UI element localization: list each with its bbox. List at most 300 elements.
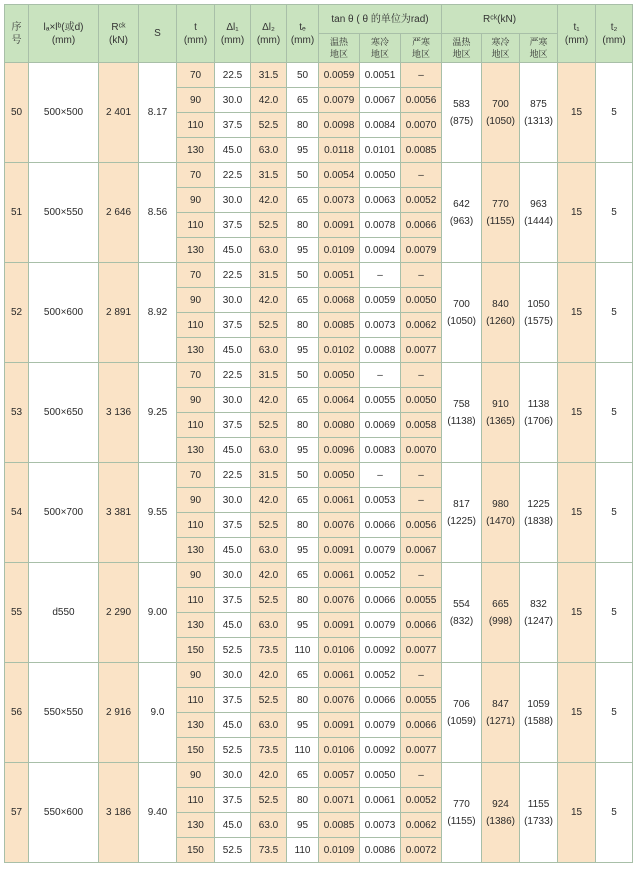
cell-delta-l2: 52.5	[251, 788, 287, 813]
cell-t2: 5	[596, 63, 633, 163]
cell-delta-l1: 52.5	[215, 738, 251, 763]
cell-te: 65	[287, 563, 319, 588]
cell-delta-l2: 52.5	[251, 213, 287, 238]
cell-tan-severe: 0.0067	[401, 538, 442, 563]
cell-tan-hot: 0.0109	[319, 838, 360, 863]
cell-tan-cold: 0.0067	[360, 88, 401, 113]
cell-rck-cold	[482, 663, 520, 763]
cell-rck-severe-text: 1059 (1588)	[524, 698, 553, 727]
cell-tan-hot: 0.0091	[319, 613, 360, 638]
cell-t2: 5	[596, 163, 633, 263]
cell-rck-hot	[442, 763, 482, 863]
cell-te: 95	[287, 138, 319, 163]
header-delta-l2: Δl₂ (mm)	[251, 5, 287, 63]
cell-tan-hot: 0.0076	[319, 588, 360, 613]
cell-te: 95	[287, 613, 319, 638]
cell-rck-hot-text: 554 (832)	[449, 598, 474, 627]
cell-te: 80	[287, 588, 319, 613]
cell-delta-l1: 37.5	[215, 688, 251, 713]
cell-delta-l2: 42.0	[251, 88, 287, 113]
cell-delta-l1: 45.0	[215, 538, 251, 563]
cell-tan-cold: 0.0051	[360, 63, 401, 88]
cell-rck-cold	[482, 363, 520, 463]
cell-rck-hot-text: 583 (875)	[449, 98, 474, 127]
cell-te: 50	[287, 163, 319, 188]
cell-rck-hot	[442, 563, 482, 663]
cell-delta-l2: 42.0	[251, 663, 287, 688]
cell-tan-severe: 0.0062	[401, 313, 442, 338]
cell-te: 80	[287, 413, 319, 438]
cell-rck: 2 646	[99, 163, 139, 263]
cell-tan-cold: 0.0063	[360, 188, 401, 213]
cell-delta-l2: 31.5	[251, 363, 287, 388]
cell-tan-severe: –	[401, 488, 442, 513]
cell-size: 500×600	[29, 263, 99, 363]
cell-t: 110	[177, 588, 215, 613]
cell-rck-cold-text: 770 (1155)	[486, 198, 515, 227]
cell-tan-hot: 0.0064	[319, 388, 360, 413]
header-s: S	[139, 5, 177, 63]
cell-delta-l1: 52.5	[215, 838, 251, 863]
cell-tan-hot: 0.0068	[319, 288, 360, 313]
cell-delta-l1: 45.0	[215, 338, 251, 363]
cell-size: 550×600	[29, 763, 99, 863]
cell-delta-l2: 42.0	[251, 288, 287, 313]
cell-delta-l1: 22.5	[215, 463, 251, 488]
cell-tan-cold: 0.0055	[360, 388, 401, 413]
cell-tan-hot: 0.0061	[319, 563, 360, 588]
cell-t: 90	[177, 563, 215, 588]
cell-delta-l1: 45.0	[215, 813, 251, 838]
cell-tan-cold: 0.0059	[360, 288, 401, 313]
table-row	[5, 563, 633, 588]
cell-delta-l2: 31.5	[251, 463, 287, 488]
cell-tan-hot: 0.0091	[319, 713, 360, 738]
cell-rck-severe-text: 1225 (1838)	[524, 498, 553, 527]
cell-tan-severe: 0.0066	[401, 613, 442, 638]
cell-te: 110	[287, 638, 319, 663]
cell-t: 110	[177, 313, 215, 338]
cell-te: 110	[287, 738, 319, 763]
cell-delta-l1: 37.5	[215, 113, 251, 138]
cell-te: 95	[287, 713, 319, 738]
cell-rck-severe	[520, 163, 558, 263]
cell-tan-cold: 0.0101	[360, 138, 401, 163]
cell-rck: 3 136	[99, 363, 139, 463]
cell-t: 130	[177, 238, 215, 263]
cell-t2: 5	[596, 363, 633, 463]
cell-tan-severe: 0.0056	[401, 88, 442, 113]
cell-tan-severe: 0.0050	[401, 388, 442, 413]
cell-size: d550	[29, 563, 99, 663]
cell-te: 65	[287, 288, 319, 313]
cell-tan-severe: 0.0066	[401, 713, 442, 738]
cell-t: 70	[177, 63, 215, 88]
cell-rck-cold-text: 665 (998)	[488, 598, 513, 627]
cell-delta-l1: 45.0	[215, 138, 251, 163]
cell-tan-cold: 0.0052	[360, 663, 401, 688]
cell-tan-hot: 0.0057	[319, 763, 360, 788]
cell-t1: 15	[558, 363, 596, 463]
header-rck-hot: 温热 地区	[442, 34, 482, 63]
header-row-1	[5, 5, 633, 34]
cell-rck-hot-text: 642 (963)	[449, 198, 474, 227]
table-row	[5, 363, 633, 388]
cell-t: 90	[177, 488, 215, 513]
header-tan-hot: 温热 地区	[319, 34, 360, 63]
cell-te: 65	[287, 763, 319, 788]
cell-rck-severe	[520, 263, 558, 363]
cell-s: 9.55	[139, 463, 177, 563]
cell-rck: 2 290	[99, 563, 139, 663]
cell-t1: 15	[558, 63, 596, 163]
cell-rck: 3 186	[99, 763, 139, 863]
cell-tan-cold: 0.0069	[360, 413, 401, 438]
cell-tan-cold: –	[360, 363, 401, 388]
cell-delta-l2: 42.0	[251, 763, 287, 788]
cell-rck-cold	[482, 163, 520, 263]
cell-tan-hot: 0.0073	[319, 188, 360, 213]
cell-rck-hot-text: 817 (1225)	[447, 498, 476, 527]
cell-tan-cold: 0.0050	[360, 163, 401, 188]
cell-te: 95	[287, 438, 319, 463]
cell-delta-l1: 37.5	[215, 213, 251, 238]
cell-delta-l2: 63.0	[251, 238, 287, 263]
cell-tan-hot: 0.0061	[319, 663, 360, 688]
header-rck-cold: 寒冷 地区	[482, 34, 520, 63]
cell-tan-cold: 0.0079	[360, 713, 401, 738]
cell-te: 50	[287, 63, 319, 88]
cell-t: 70	[177, 163, 215, 188]
cell-tan-hot: 0.0109	[319, 238, 360, 263]
cell-seq: 51	[5, 163, 29, 263]
cell-tan-severe: –	[401, 363, 442, 388]
bearing-spec-table	[4, 4, 633, 863]
header-seq: 序 号	[5, 5, 29, 63]
cell-t2: 5	[596, 663, 633, 763]
cell-delta-l1: 22.5	[215, 363, 251, 388]
cell-size: 500×550	[29, 163, 99, 263]
cell-tan-severe: –	[401, 663, 442, 688]
cell-rck-severe	[520, 563, 558, 663]
cell-tan-severe: 0.0050	[401, 288, 442, 313]
header-rck-regions: Rᶜᵏ(kN)	[442, 5, 558, 34]
cell-tan-hot: 0.0085	[319, 313, 360, 338]
cell-t: 70	[177, 463, 215, 488]
cell-seq: 57	[5, 763, 29, 863]
cell-te: 65	[287, 388, 319, 413]
cell-t2: 5	[596, 563, 633, 663]
cell-tan-severe: –	[401, 63, 442, 88]
cell-delta-l2: 31.5	[251, 63, 287, 88]
cell-t: 110	[177, 513, 215, 538]
cell-tan-hot: 0.0051	[319, 263, 360, 288]
cell-tan-severe: 0.0056	[401, 513, 442, 538]
cell-rck-cold-text: 847 (1271)	[486, 698, 515, 727]
cell-te: 95	[287, 813, 319, 838]
cell-tan-cold: 0.0083	[360, 438, 401, 463]
cell-delta-l2: 52.5	[251, 588, 287, 613]
cell-t1: 15	[558, 663, 596, 763]
cell-seq: 56	[5, 663, 29, 763]
cell-tan-cold: 0.0061	[360, 788, 401, 813]
cell-t: 90	[177, 388, 215, 413]
cell-te: 65	[287, 663, 319, 688]
cell-delta-l1: 45.0	[215, 613, 251, 638]
cell-tan-hot: 0.0076	[319, 513, 360, 538]
cell-delta-l2: 42.0	[251, 188, 287, 213]
cell-t: 90	[177, 288, 215, 313]
cell-t1: 15	[558, 263, 596, 363]
cell-size: 550×550	[29, 663, 99, 763]
cell-te: 95	[287, 538, 319, 563]
cell-delta-l1: 22.5	[215, 63, 251, 88]
cell-seq: 54	[5, 463, 29, 563]
cell-tan-cold: 0.0073	[360, 813, 401, 838]
cell-delta-l1: 30.0	[215, 188, 251, 213]
header-tan-severe: 严寒 地区	[401, 34, 442, 63]
cell-rck-severe-text: 832 (1247)	[524, 598, 553, 627]
cell-tan-hot: 0.0059	[319, 63, 360, 88]
cell-t: 130	[177, 438, 215, 463]
cell-tan-severe: –	[401, 463, 442, 488]
cell-rck-cold-text: 840 (1260)	[486, 298, 515, 327]
cell-tan-severe: 0.0055	[401, 688, 442, 713]
header-tan-cold: 寒冷 地区	[360, 34, 401, 63]
table-body	[5, 63, 633, 863]
cell-tan-severe: –	[401, 763, 442, 788]
cell-te: 80	[287, 213, 319, 238]
cell-tan-severe: 0.0070	[401, 438, 442, 463]
cell-delta-l1: 37.5	[215, 313, 251, 338]
cell-tan-severe: 0.0055	[401, 588, 442, 613]
cell-s: 9.25	[139, 363, 177, 463]
table-row	[5, 763, 633, 788]
cell-rck-severe	[520, 463, 558, 563]
cell-te: 80	[287, 513, 319, 538]
cell-tan-cold: 0.0086	[360, 838, 401, 863]
cell-delta-l2: 63.0	[251, 613, 287, 638]
cell-tan-cold: 0.0052	[360, 563, 401, 588]
cell-tan-cold: 0.0079	[360, 538, 401, 563]
cell-delta-l2: 63.0	[251, 338, 287, 363]
cell-te: 50	[287, 463, 319, 488]
cell-tan-hot: 0.0050	[319, 363, 360, 388]
cell-te: 65	[287, 488, 319, 513]
cell-t: 70	[177, 263, 215, 288]
cell-delta-l1: 45.0	[215, 713, 251, 738]
cell-rck: 2 891	[99, 263, 139, 363]
cell-seq: 53	[5, 363, 29, 463]
cell-rck-cold-text: 924 (1386)	[486, 798, 515, 827]
cell-tan-hot: 0.0054	[319, 163, 360, 188]
cell-t: 90	[177, 763, 215, 788]
header-t1: t₁ (mm)	[558, 5, 596, 63]
cell-delta-l1: 30.0	[215, 763, 251, 788]
table-row	[5, 663, 633, 688]
cell-tan-hot: 0.0071	[319, 788, 360, 813]
cell-delta-l1: 45.0	[215, 238, 251, 263]
cell-delta-l2: 73.5	[251, 638, 287, 663]
cell-te: 80	[287, 788, 319, 813]
cell-delta-l1: 22.5	[215, 263, 251, 288]
cell-seq: 55	[5, 563, 29, 663]
cell-tan-cold: 0.0073	[360, 313, 401, 338]
cell-delta-l1: 30.0	[215, 288, 251, 313]
cell-delta-l1: 37.5	[215, 788, 251, 813]
cell-tan-cold: 0.0053	[360, 488, 401, 513]
cell-s: 9.00	[139, 563, 177, 663]
cell-t: 110	[177, 413, 215, 438]
cell-delta-l1: 30.0	[215, 488, 251, 513]
cell-rck-hot-text: 758 (1138)	[447, 398, 476, 427]
cell-tan-hot: 0.0050	[319, 463, 360, 488]
cell-delta-l2: 63.0	[251, 138, 287, 163]
table-row	[5, 263, 633, 288]
cell-rck-severe-text: 875 (1313)	[524, 98, 553, 127]
cell-delta-l2: 63.0	[251, 438, 287, 463]
cell-tan-severe: 0.0070	[401, 113, 442, 138]
cell-delta-l2: 73.5	[251, 738, 287, 763]
cell-tan-severe: 0.0052	[401, 788, 442, 813]
cell-tan-hot: 0.0106	[319, 638, 360, 663]
cell-tan-severe: –	[401, 263, 442, 288]
cell-tan-cold: 0.0079	[360, 613, 401, 638]
cell-rck-cold-text: 910 (1365)	[486, 398, 515, 427]
header-rck-severe: 严寒 地区	[520, 34, 558, 63]
cell-delta-l1: 30.0	[215, 388, 251, 413]
cell-t2: 5	[596, 763, 633, 863]
cell-tan-cold: 0.0084	[360, 113, 401, 138]
cell-tan-hot: 0.0091	[319, 213, 360, 238]
cell-tan-hot: 0.0079	[319, 88, 360, 113]
cell-delta-l2: 63.0	[251, 813, 287, 838]
cell-tan-hot: 0.0091	[319, 538, 360, 563]
cell-te: 80	[287, 113, 319, 138]
cell-t: 130	[177, 538, 215, 563]
header-t: t (mm)	[177, 5, 215, 63]
cell-delta-l1: 37.5	[215, 513, 251, 538]
cell-rck-severe	[520, 363, 558, 463]
cell-size: 500×650	[29, 363, 99, 463]
cell-t: 150	[177, 638, 215, 663]
cell-tan-severe: 0.0052	[401, 188, 442, 213]
cell-delta-l1: 30.0	[215, 663, 251, 688]
header-size: lₐ×lᵇ(或d) (mm)	[29, 5, 99, 63]
cell-s: 8.17	[139, 63, 177, 163]
cell-te: 95	[287, 238, 319, 263]
cell-tan-cold: 0.0078	[360, 213, 401, 238]
cell-delta-l1: 37.5	[215, 588, 251, 613]
cell-s: 9.0	[139, 663, 177, 763]
cell-rck-hot	[442, 263, 482, 363]
cell-rck-hot-text: 700 (1050)	[447, 298, 476, 327]
cell-rck-severe-text: 1155 (1733)	[524, 798, 553, 827]
cell-tan-hot: 0.0102	[319, 338, 360, 363]
cell-s: 8.56	[139, 163, 177, 263]
cell-t: 150	[177, 838, 215, 863]
cell-t: 130	[177, 813, 215, 838]
cell-rck-severe	[520, 63, 558, 163]
cell-rck-cold	[482, 63, 520, 163]
cell-tan-hot: 0.0118	[319, 138, 360, 163]
cell-delta-l2: 52.5	[251, 313, 287, 338]
cell-te: 95	[287, 338, 319, 363]
cell-tan-severe: 0.0079	[401, 238, 442, 263]
cell-te: 50	[287, 263, 319, 288]
cell-t: 110	[177, 688, 215, 713]
cell-rck-hot	[442, 163, 482, 263]
cell-tan-severe: 0.0085	[401, 138, 442, 163]
header-t2: t₂ (mm)	[596, 5, 633, 63]
cell-rck-hot-text: 706 (1059)	[447, 698, 476, 727]
cell-rck: 3 381	[99, 463, 139, 563]
cell-t: 110	[177, 113, 215, 138]
cell-t2: 5	[596, 263, 633, 363]
cell-tan-cold: 0.0088	[360, 338, 401, 363]
cell-t1: 15	[558, 163, 596, 263]
table-wrapper	[4, 4, 633, 863]
cell-delta-l1: 37.5	[215, 413, 251, 438]
cell-tan-severe: –	[401, 163, 442, 188]
cell-tan-severe: 0.0077	[401, 338, 442, 363]
cell-tan-hot: 0.0085	[319, 813, 360, 838]
cell-s: 9.40	[139, 763, 177, 863]
cell-tan-cold: –	[360, 263, 401, 288]
cell-delta-l1: 30.0	[215, 563, 251, 588]
cell-tan-severe: 0.0077	[401, 638, 442, 663]
cell-te: 50	[287, 363, 319, 388]
cell-te: 80	[287, 688, 319, 713]
cell-t: 130	[177, 713, 215, 738]
cell-delta-l2: 42.0	[251, 388, 287, 413]
cell-tan-severe: –	[401, 563, 442, 588]
header-delta-l1: Δl₁ (mm)	[215, 5, 251, 63]
cell-delta-l2: 52.5	[251, 413, 287, 438]
cell-delta-l2: 52.5	[251, 688, 287, 713]
cell-t: 70	[177, 363, 215, 388]
cell-tan-cold: 0.0094	[360, 238, 401, 263]
cell-tan-hot: 0.0106	[319, 738, 360, 763]
cell-te: 80	[287, 313, 319, 338]
cell-tan-severe: 0.0058	[401, 413, 442, 438]
cell-delta-l2: 42.0	[251, 563, 287, 588]
cell-s: 8.92	[139, 263, 177, 363]
cell-tan-cold: –	[360, 463, 401, 488]
cell-t: 130	[177, 138, 215, 163]
cell-rck-hot	[442, 663, 482, 763]
cell-delta-l2: 31.5	[251, 263, 287, 288]
cell-t: 90	[177, 88, 215, 113]
cell-te: 65	[287, 88, 319, 113]
cell-tan-severe: 0.0062	[401, 813, 442, 838]
cell-size: 500×500	[29, 63, 99, 163]
cell-delta-l2: 52.5	[251, 513, 287, 538]
cell-tan-hot: 0.0061	[319, 488, 360, 513]
cell-delta-l2: 52.5	[251, 113, 287, 138]
cell-tan-cold: 0.0092	[360, 638, 401, 663]
cell-t: 90	[177, 663, 215, 688]
cell-tan-severe: 0.0077	[401, 738, 442, 763]
cell-t: 150	[177, 738, 215, 763]
cell-rck-hot	[442, 63, 482, 163]
cell-tan-hot: 0.0076	[319, 688, 360, 713]
cell-tan-severe: 0.0066	[401, 213, 442, 238]
cell-rck-hot	[442, 463, 482, 563]
table-row	[5, 463, 633, 488]
cell-rck: 2 401	[99, 63, 139, 163]
cell-tan-severe: 0.0072	[401, 838, 442, 863]
